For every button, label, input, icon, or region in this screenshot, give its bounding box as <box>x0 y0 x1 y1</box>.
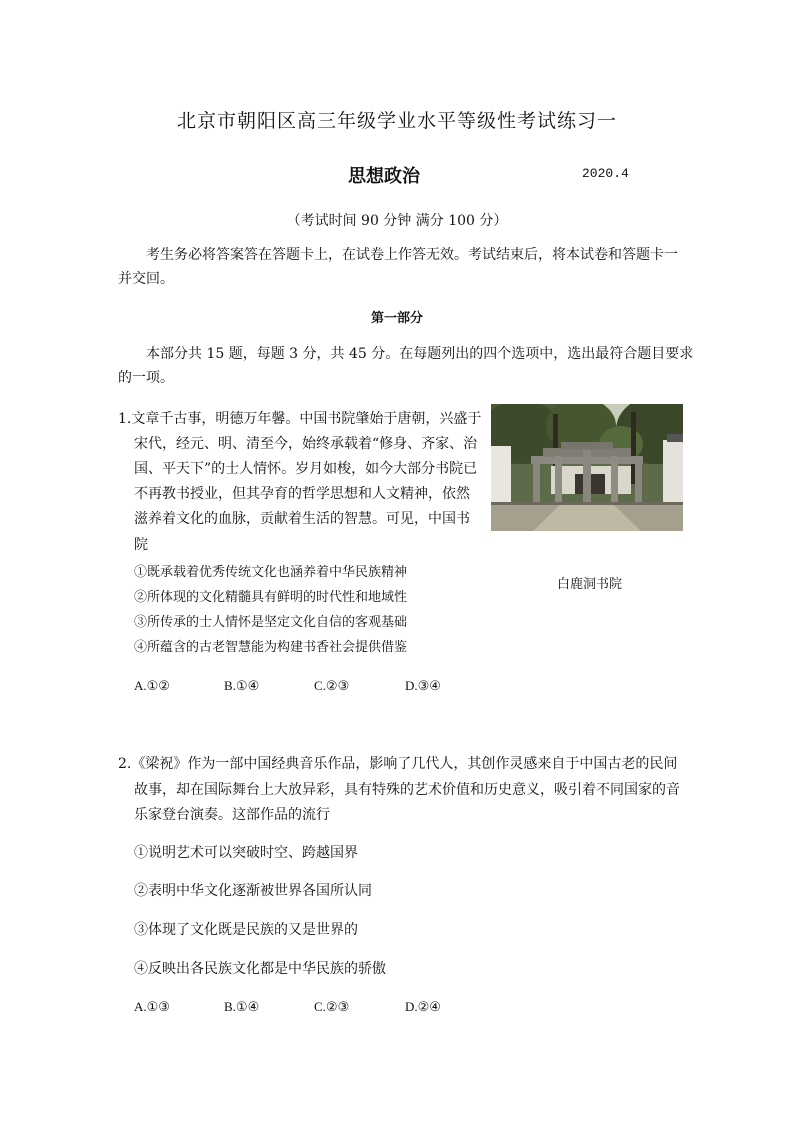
question-1-choice-b: B.①④ <box>224 678 260 693</box>
exam-title: 北京市朝阳区高三年级学业水平等级性考试练习一 <box>176 110 617 132</box>
question-1-statement: ③所传承的士人情怀是坚定文化自信的客观基础 <box>134 615 408 630</box>
question-1-statement: ①既承载着优秀传统文化也涵养着中华民族精神 <box>134 565 408 580</box>
academy-photo <box>491 404 683 531</box>
question-1-line: 滋养着文化的血脉，贡献着生活的智慧。可见，中国书 <box>134 511 470 527</box>
question-2-choice-a: A.①③ <box>134 999 170 1014</box>
question-2-line: 乐家登台演奏。这部作品的流行 <box>134 807 330 823</box>
subject-title: 思想政治 <box>348 166 420 187</box>
question-2-statement: ④反映出各民族文化都是中华民族的骄傲 <box>134 961 386 977</box>
section-intro-line-2: 的一项。 <box>118 370 174 386</box>
section-intro-line-1: 本部分共 15 题，每题 3 分，共 45 分。在每题列出的四个选项中，选出最符合题目要求 <box>146 346 694 362</box>
section-title: 第一部分 <box>370 311 423 326</box>
question-2-line: 2.《梁祝》作为一部中国经典音乐作品，影响了几代人，其创作灵感来自于中国古老的民间 <box>118 756 678 772</box>
exam-time-note: （考试时间 90 分钟 满分 100 分） <box>286 213 508 229</box>
question-1-line: 1.文章千古事，明德万年馨。中国书院肇始于唐朝，兴盛于 <box>118 411 482 427</box>
question-2-choice-c: C.②③ <box>314 999 350 1014</box>
question-1-line: 宋代，经元、明、清至今，始终承载着“修身、齐家、治 <box>134 436 478 452</box>
question-1-statement: ②所体现的文化精髓具有鲜明的时代性和地域性 <box>134 590 408 605</box>
question-2-statement: ①说明艺术可以突破时空、跨越国界 <box>134 845 358 861</box>
question-2-choice-b: B.①④ <box>224 999 260 1014</box>
notice-line-1: 考生务必将答案答在答题卡上，在试卷上作答无效。考试结束后，将本试卷和答题卡一 <box>146 247 678 263</box>
question-1-choice-c: C.②③ <box>314 678 350 693</box>
exam-date: 2020.4 <box>582 166 629 181</box>
question-2-statement: ②表明中华文化逐渐被世界各国所认同 <box>134 883 372 899</box>
question-2-choice-d: D.②④ <box>405 999 441 1014</box>
question-1-choice-d: D.③④ <box>405 678 441 693</box>
question-1-line: 院 <box>134 537 148 553</box>
question-1-statement: ④所蕴含的古老智慧能为构建书香社会提供借鉴 <box>134 640 408 655</box>
question-1-line: 国、平天下”的士人情怀。岁月如梭，如今大部分书院已 <box>134 461 478 477</box>
question-1-line: 不再教书授业，但其孕育的哲学思想和人文精神，依然 <box>134 486 470 502</box>
notice-line-2: 并交回。 <box>118 271 174 287</box>
academy-photo-caption: 白鹿洞书院 <box>557 577 623 592</box>
question-1-choice-a: A.①② <box>134 678 170 693</box>
question-2-line: 故事，却在国际舞台上大放异彩，具有特殊的艺术价值和历史意义，吸引着不同国家的音 <box>134 782 680 798</box>
question-2-statement: ③体现了文化既是民族的又是世界的 <box>134 922 358 938</box>
